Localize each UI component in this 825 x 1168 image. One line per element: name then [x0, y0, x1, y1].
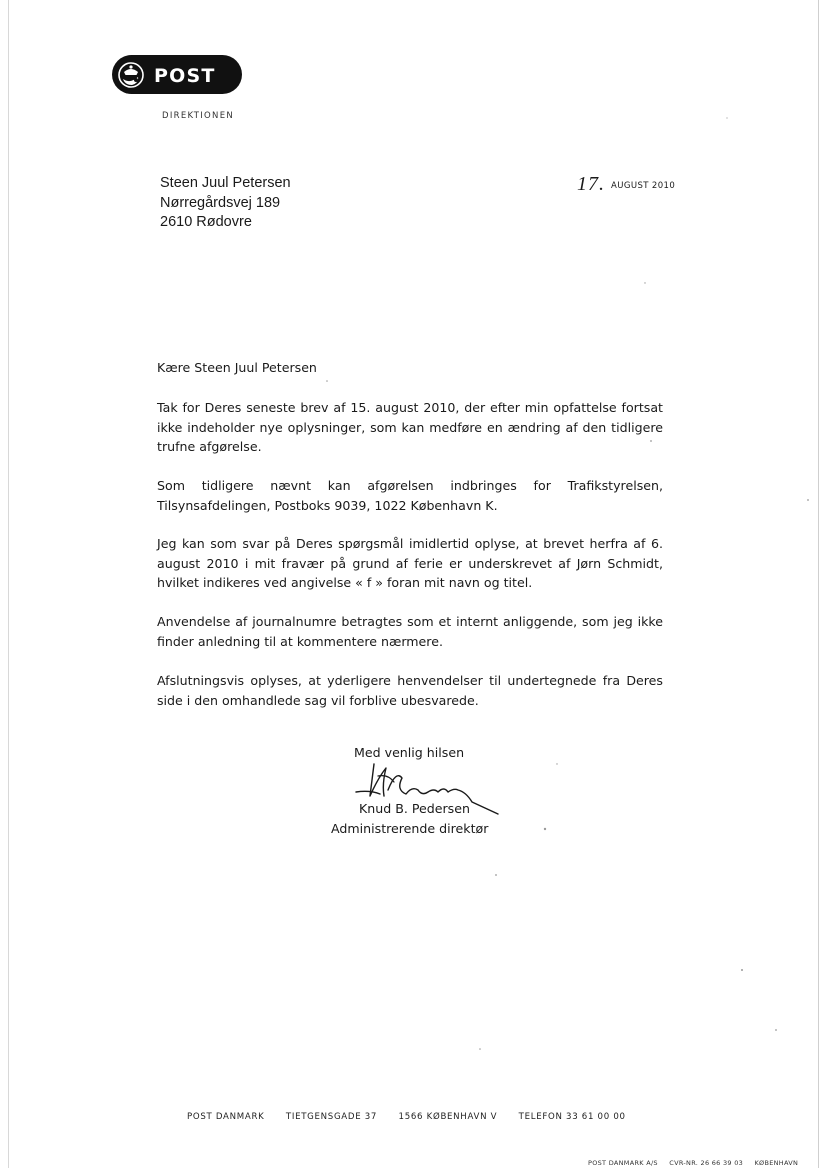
footer-small-cvr: CVR-NR. 26 66 39 03	[669, 1159, 744, 1167]
date-month-year: AUGUST 2010	[611, 181, 676, 191]
letter-paragraph-4: Anvendelse af journalnumre betragtes som et internt anliggende, som jeg ikke finder anledning til at kommentere nærmere.	[157, 614, 663, 649]
recipient-name: Steen Juul Petersen	[160, 175, 291, 191]
footer-company: POST DANMARK	[187, 1112, 265, 1122]
department-label: DIREKTIONEN	[162, 111, 235, 121]
date-day: 17.	[577, 173, 605, 195]
recipient-street: Nørregårdsvej 189	[160, 194, 281, 211]
signer-name: Knud B. Pedersen	[359, 801, 470, 816]
footer-small-company: POST DANMARK A/S	[588, 1159, 658, 1167]
letter-closing: Med venlig hilsen	[354, 745, 465, 760]
logo-wordmark: POST	[154, 65, 216, 87]
footer-street: TIETGENSGADE 37	[285, 1112, 378, 1122]
letter-paragraph-2: Som tidligere nævnt kan afgørelsen indbringes for Trafikstyrelsen, Tilsynsafdelingen, Postboks 9039, 1022 København K.	[157, 478, 663, 513]
recipient-city: 2610 Rødovre	[160, 214, 252, 230]
letter-greeting: Kære Steen Juul Petersen	[157, 360, 317, 375]
footer-phone: TELEFON 33 61 00 00	[518, 1112, 626, 1122]
footer-city: 1566 KØBENHAVN V	[398, 1112, 498, 1122]
footer-small-city: KØBENHAVN	[754, 1159, 799, 1167]
letter-paragraph-3: Jeg kan som svar på Deres spørgsmål imidlertid oplyse, at brevet herfra af 6. august 2010 i mit fravær på grund af ferie er underskrevet af Jørn Schmidt, hvilket indikeres ved angivelse « f » foran mit navn og titel.	[157, 536, 663, 590]
letter-paragraph-1: Tak for Deres seneste brev af 15. august 2010, der efter min opfattelse fortsat ikke indeholder nye oplysninger, som kan medføre en ændring af den tidligere trufne afgørelse.	[157, 400, 663, 454]
letter-paragraph-5: Afslutningsvis oplyses, at yderligere henvendelser til undertegnede fra Deres side i den omhandlede sag vil forblive ubesvarede.	[157, 673, 663, 708]
signer-title: Administrerende direktør	[331, 821, 489, 836]
